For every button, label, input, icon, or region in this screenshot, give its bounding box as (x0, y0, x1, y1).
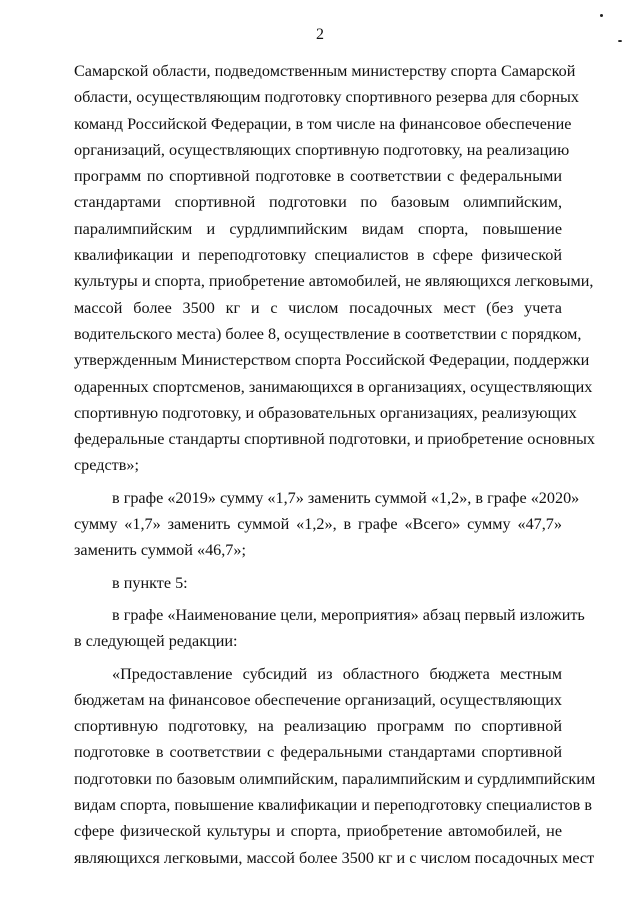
text-line: спортивную подготовку, на реализацию программ по спортивной (74, 717, 562, 736)
text-line: паралимпийским и сурдлимпийским видам спорта, повышение (74, 219, 562, 238)
text-line: спортивную подготовку, и образовательных организациях, реализующих (74, 403, 577, 422)
text-line: культуры и спорта, приобретение автомобилей, не являющихся легковыми, (74, 272, 594, 291)
paragraph (74, 485, 580, 564)
text-line: сумму «1,7» заменить суммой «1,2», в графе «Всего» сумму «47,7» (74, 515, 562, 534)
text-line: «Предоставление субсидий из областного бюджета местным (112, 664, 562, 683)
text-line: бюджетам на финансовое обеспечение организаций, осуществляющих (74, 690, 562, 709)
text-line: средств»; (74, 456, 139, 475)
text-line: подготовки по базовым олимпийским, паралимпийским и сурдлимпийским (74, 769, 596, 788)
text-line: в графе «Наименование цели, мероприятия» абзац первый изложить (112, 605, 585, 624)
text-line: квалификации и переподготовку специалистов в сфере физической (74, 246, 562, 265)
text-line: видам спорта, повышение квалификации и переподготовку специалистов в (74, 796, 592, 815)
text-line: утвержденным Министерством спорта Российской Федерации, поддержки (74, 351, 590, 370)
text-line: в пункте 5: (112, 573, 188, 592)
paragraph (74, 570, 562, 596)
paragraph (74, 602, 585, 655)
scan-speck (600, 14, 603, 17)
page-number: 2 (316, 26, 324, 43)
text-line: в графе «2019» сумму «1,7» заменить суммой «1,2», в графе «2020» (112, 488, 580, 507)
text-line: заменить суммой «46,7»; (74, 541, 246, 560)
text-line: в следующей редакции: (74, 632, 238, 651)
document-body (74, 58, 596, 871)
text-line: сфере физической культуры и спорта, приобретение автомобилей, не (74, 822, 562, 841)
text-line: подготовке в соответствии с федеральными стандартами спортивной (74, 743, 562, 762)
text-line: являющихся легковыми, массой более 3500 кг и с числом посадочных мест (74, 848, 595, 867)
paragraph (74, 58, 595, 479)
text-line: организаций, осуществляющих спортивную подготовку, на реализацию (74, 140, 570, 159)
scan-speck (618, 40, 622, 42)
text-line: команд Российской Федерации, в том числе на финансовое обеспечение (74, 114, 572, 133)
text-line: Самарской области, подведомственным министерству спорта Самарской (74, 62, 576, 80)
text-line: массой более 3500 кг и с числом посадочных мест (без учета (74, 298, 562, 317)
text-line: программ по спортивной подготовке в соответствии с федеральными (74, 167, 562, 186)
text-line: федеральные стандарты спортивной подготовки, и приобретение основных (74, 430, 595, 449)
text-line: области, осуществляющим подготовку спортивного резерва для сборных (74, 88, 579, 107)
text-line: одаренных спортсменов, занимающихся в организациях, осуществляющих (74, 377, 593, 396)
paragraph (74, 661, 596, 871)
text-line: водительского места) более 8, осуществление в соответствии с порядком, (74, 324, 582, 343)
text-line: стандартами спортивной подготовки по базовым олимпийским, (74, 193, 562, 212)
